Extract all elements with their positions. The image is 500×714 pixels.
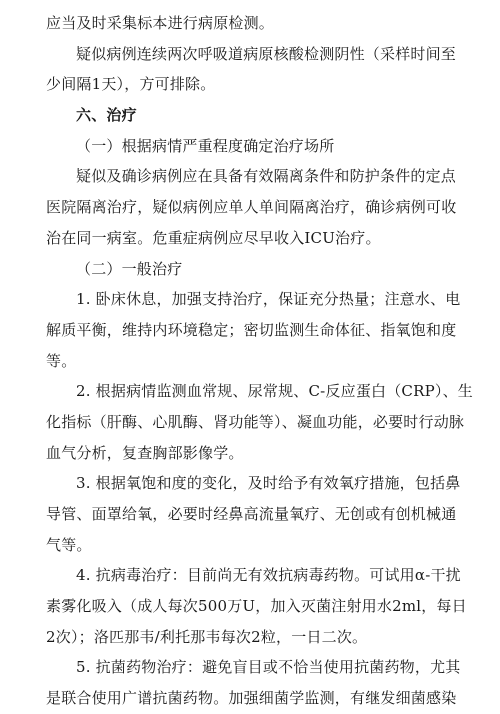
text-line: 2. 根据病情监测血常规、尿常规、C-反应蛋白（CRP）、生 (76, 382, 473, 401)
text-line: 4. 抗病毒治疗：目前尚无有效抗病毒药物。可试用α-干扰 (76, 566, 461, 585)
text-line: 2次）；洛匹那韦/利托那韦每次2粒，一日二次。 (46, 627, 368, 646)
text-line: 导管、面罩给氧，必要时经鼻高流量氧疗、无创或有创机械通 (46, 505, 457, 523)
text-line: 少间隔1天），方可排除。 (46, 75, 216, 94)
text-line: 血气分析，复查胸部影像学。 (46, 443, 244, 462)
text-line: 3. 根据氧饱和度的变化，及时给予有效氧疗措施，包括鼻 (76, 474, 461, 493)
text-line: 气等。 (46, 535, 92, 554)
text-line: 5. 抗菌药物治疗：避免盲目或不恰当使用抗菌药物，尤其 (76, 658, 461, 677)
subsection-heading: （二）一般治疗 (76, 259, 183, 278)
text-line: 化指标（肝酶、心肌酶、肾功能等）、凝血功能，必要时行动脉 (46, 412, 465, 431)
text-line: 疑似及确诊病例应在具备有效隔离条件和防护条件的定点 (76, 167, 457, 186)
text-line: 应当及时采集标本进行病原检测。 (46, 14, 275, 32)
text-line: 疑似病例连续两次呼吸道病原核酸检测阴性（采样时间至 (76, 44, 457, 63)
text-line: 解质平衡，维持内环境稳定；密切监测生命体征、指氧饱和度 (46, 320, 457, 339)
document-page (46, 8, 473, 714)
text-line: 素雾化吸入（成人每次500万U，加入灭菌注射用水2ml，每日 (46, 597, 467, 616)
text-line: 是联合使用广谱抗菌药物。加强细菌学监测，有继发细菌感染 (46, 689, 457, 708)
text-line: 等。 (46, 351, 77, 370)
subsection-heading: （一）根据病情严重程度确定治疗场所 (76, 136, 335, 155)
text-line: 医院隔离治疗，疑似病例应单人单间隔离治疗，确诊病例可收 (46, 198, 457, 217)
text-line: 1. 卧床休息，加强支持治疗，保证充分热量；注意水、电 (76, 290, 461, 309)
text-line: 治在同一病室。危重症病例应尽早收入ICU治疗。 (46, 228, 381, 247)
section-heading: 六、治疗 (76, 106, 137, 125)
